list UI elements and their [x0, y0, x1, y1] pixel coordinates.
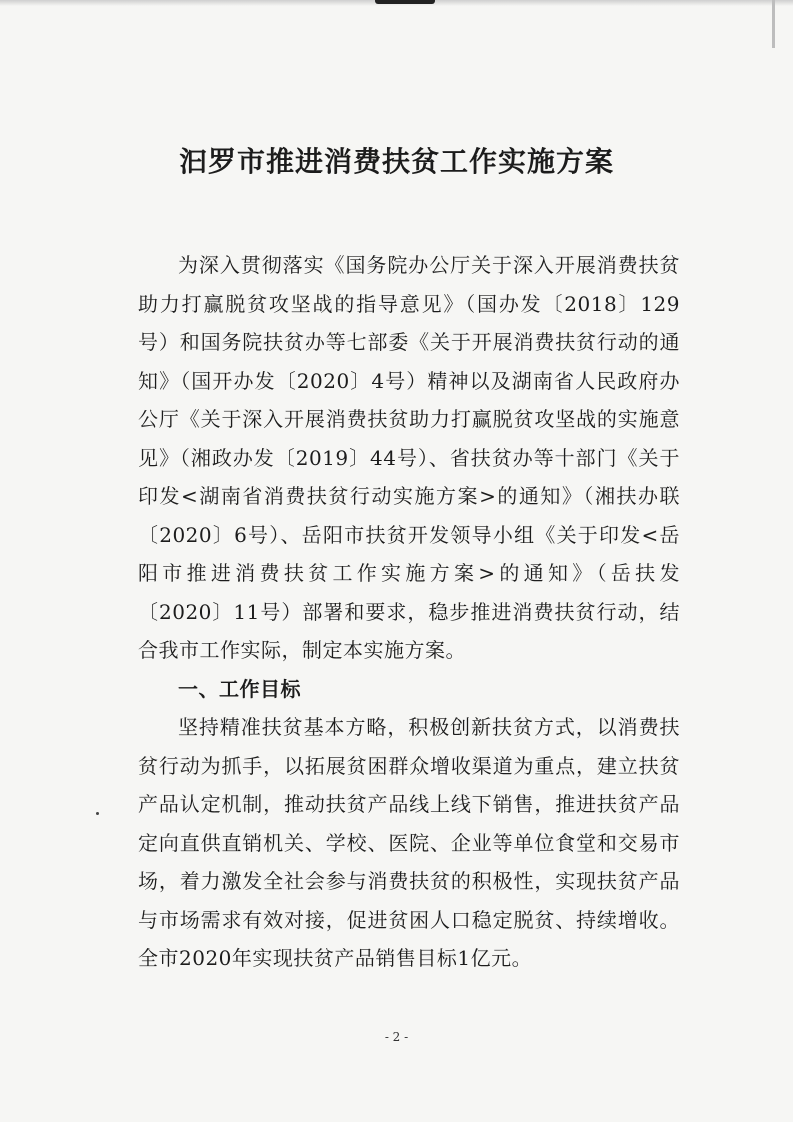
scan-speck [96, 812, 99, 815]
intro-paragraph: 为深入贯彻落实《国务院办公厅关于深入开展消费扶贫助力打赢脱贫攻坚战的指导意见》（国办发〔2018〕129号）和国务院扶贫办等七部委《关于开展消费扶贫行动的通知》（国开办发〔2020〕4号）精神以及湖南省人民政府办公厅《关于深入开展消费扶贫助力打赢脱贫攻坚战的实施意见》（湘政办发〔2019〕44号）、省扶贫办等十部门《关于印发<湖南省消费扶贫行动实施方案>的通知》（湘扶办联〔2020〕6号）、岳阳市扶贫开发领导小组《关于印发<岳阳市推进消费扶贫工作实施方案>的通知》（岳扶发〔2020〕11号）部署和要求，稳步推进消费扶贫行动，结合我市工作实际，制定本实施方案。 [138, 253, 680, 662]
section-heading: 一、工作目标 [178, 676, 301, 701]
page-number: - 2 - [384, 1030, 409, 1044]
section-paragraph: 坚持精准扶贫基本方略，积极创新扶贫方式，以消费扶贫行动为抓手，以拓展贫困群众增收渠道为重点，建立扶贫产品认定机制，推动扶贫产品线上线下销售，推进扶贫产品定向直供直销机关、学校、医院、企业等单位食堂和交易市场，着力激发全社会参与消费扶贫的积极性，实现扶贫产品与市场需求有效对接，促进贫困人口稳定脱贫、持续增收。全市2020年实现扶贫产品销售目标1亿元。 [138, 715, 680, 970]
document-title: 汩罗市推进消费扶贫工作实施方案 [178, 145, 614, 178]
document-body [138, 246, 680, 978]
staple-mark [772, 0, 775, 48]
scan-mark [375, 0, 435, 4]
